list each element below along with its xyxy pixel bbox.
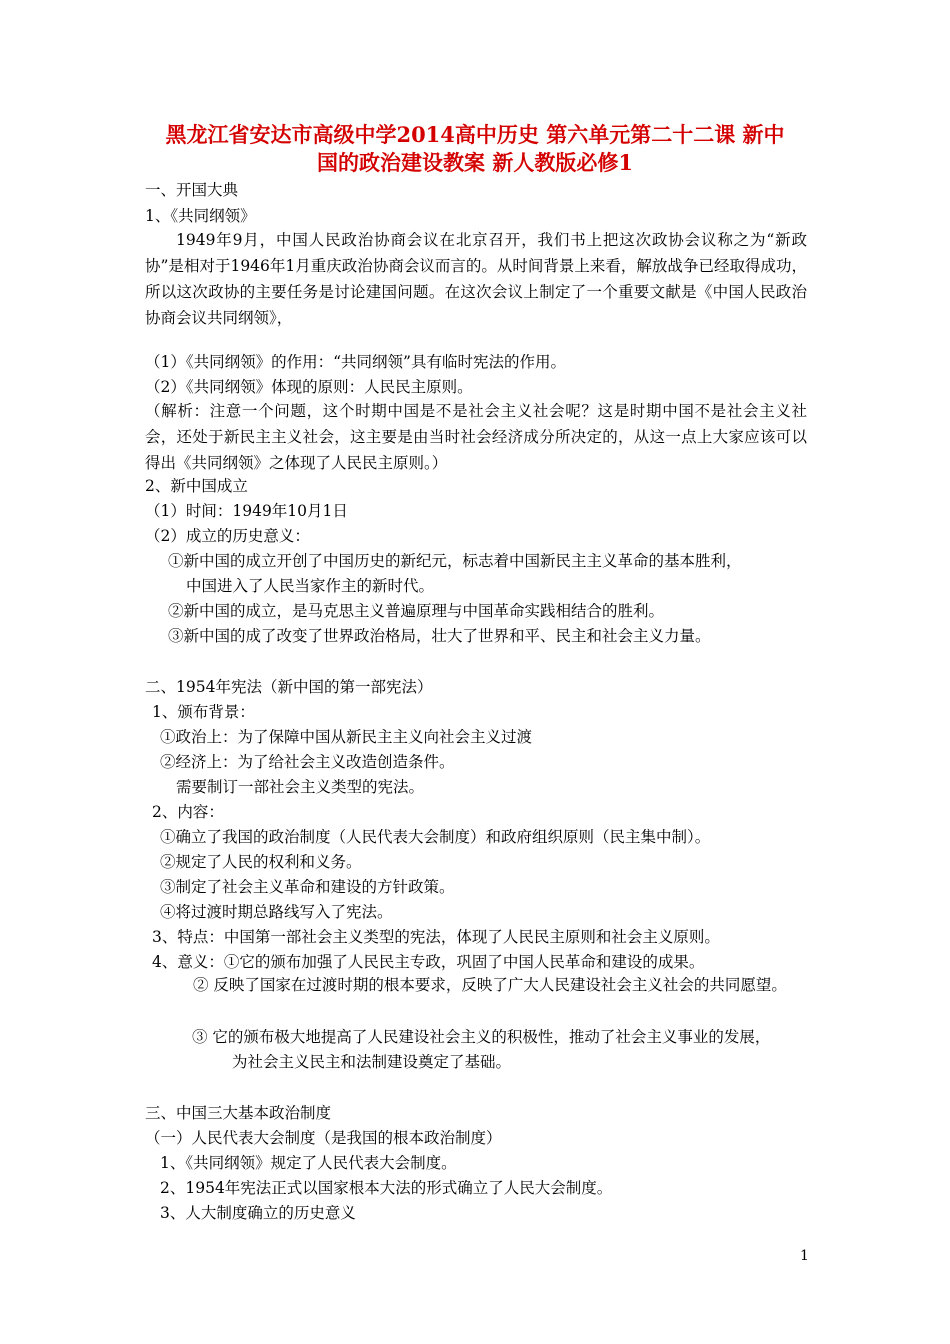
section-2-item-1-b: ②经济上：为了给社会主义改造创造条件。 <box>160 753 455 771</box>
section-2-item-1: 1、颁布背景： <box>152 703 255 721</box>
section-1-item-2: 2、新中国成立 <box>145 477 248 495</box>
section-2-heading: 二、1954年宪法（新中国的第一部宪法） <box>145 678 433 696</box>
section-2-item-4-c: ③ 它的颁布极大地提高了人民建设社会主义的积极性，推动了社会主义事业的发展， <box>192 1028 771 1046</box>
section-2-item-2-c: ③制定了社会主义革命和建设的方针政策。 <box>160 878 455 896</box>
section-1-analysis: （解析：注意一个问题，这个时期中国是不是社会主义社会呢？这是时期中国不是社会主义社会，还处于新民主主义社会，这主要是由当时社会经济成分所决定的，从这一点上大家应该可以得出《共同纲领》之体现了人民民主原则。） <box>145 402 807 472</box>
significance-point-3: ③新中国的成了改变了世界政治格局，壮大了世界和平、民主和社会主义力量。 <box>168 627 711 645</box>
section-3-item-1: 1、《共同纲领》规定了人民代表大会制度。 <box>160 1154 457 1172</box>
section-1-item-2-2: （2）成立的历史意义： <box>145 527 310 545</box>
section-2-item-4-b: ② 反映了国家在过渡时期的根本要求，反映了广大人民建设社会主义社会的共同愿望。 <box>193 976 787 994</box>
section-1-item-1-1: （1）《共同纲领》的作用：“共同纲领”具有临时宪法的作用。 <box>145 353 566 371</box>
section-1-item-2-1: （1）时间：1949年10月1日 <box>145 502 348 520</box>
significance-point-1: ①新中国的成立开创了中国历史的新纪元，标志着中国新民主主义革命的基本胜利， <box>168 552 742 570</box>
section-2-item-2: 2、内容： <box>152 803 224 821</box>
section-3-item-2: 2、1954年宪法正式以国家根本大法的形式确立了人民大会制度。 <box>160 1179 613 1197</box>
section-2-item-2-a: ①确立了我国的政治制度（人民代表大会制度）和政府组织原则（民主集中制）。 <box>160 828 711 846</box>
section-2-item-1-a: ①政治上：为了保障中国从新民主主义向社会主义过渡 <box>160 728 533 746</box>
section-2-item-4: 4、意义：①它的颁布加强了人民民主专政，巩固了中国人民革命和建设的成果。 <box>152 953 705 971</box>
section-2-item-2-b: ②规定了人民的权利和义务。 <box>160 853 362 871</box>
section-3-item-3: 3、人大制度确立的历史意义 <box>160 1204 356 1222</box>
significance-point-1-cont: 中国进入了人民当家作主的新时代。 <box>186 577 435 595</box>
section-3-heading: 三、中国三大基本政治制度 <box>145 1104 332 1122</box>
section-1-item-1-2: （2）《共同纲领》体现的原则：人民民主原则。 <box>145 378 473 396</box>
section-3-subheading: （一）人民代表大会制度（是我国的根本政治制度） <box>145 1129 502 1147</box>
section-2-item-1-c: 需要制订一部社会主义类型的宪法。 <box>176 778 425 796</box>
section-1-item-1: 1、《共同纲领》 <box>145 207 256 225</box>
section-2-item-4-c-cont: 为社会主义民主和法制建设奠定了基础。 <box>232 1053 512 1071</box>
document-title-line-1: 黑龙江省安达市高级中学2014高中历史 第六单元第二十二课 新中 <box>165 122 785 147</box>
section-1-heading: 一、开国大典 <box>145 181 239 199</box>
page-number: 1 <box>800 1248 809 1264</box>
document-title-line-2: 国的政治建设教案 新人教版必修1 <box>317 150 633 175</box>
section-2-item-2-d: ④将过渡时期总路线写入了宪法。 <box>160 903 393 921</box>
section-1-paragraph: 1949年9月，中国人民政治协商会议在北京召开，我们书上把这次政协会议称之为“新政协”是相对于1946年1月重庆政治协商会议而言的。从时间背景上来看，解放战争已经取得成功，所以这次政协的主要任务是讨论建国问题。在这次会议上制定了一个重要文献是《中国人民政治协商会议共同纲领》， <box>145 231 807 327</box>
section-2-item-3: 3、特点：中国第一部社会主义类型的宪法，体现了人民民主原则和社会主义原则。 <box>152 928 720 946</box>
significance-point-2: ②新中国的成立，是马克思主义普遍原理与中国革命实践相结合的胜利。 <box>168 602 665 620</box>
